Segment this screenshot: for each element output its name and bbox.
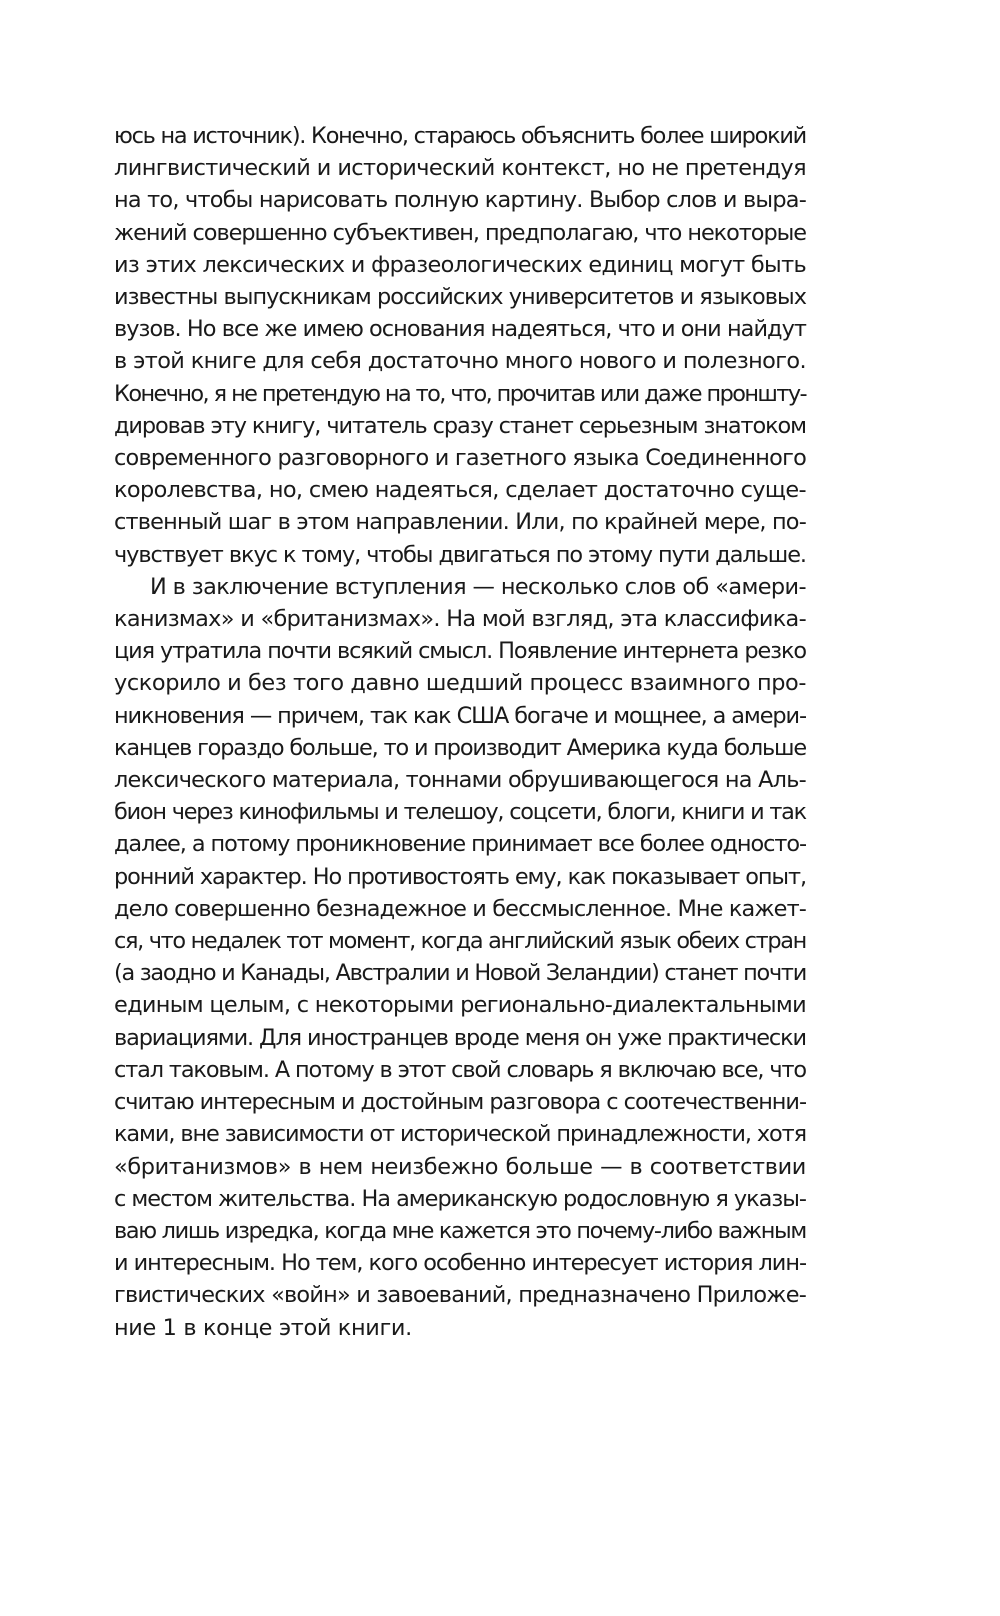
text-line: бион через кинофильмы и телешоу, соцсети, блоги, книги и так bbox=[114, 799, 806, 826]
text-line: современного разговорного и газетного языка Соединенного bbox=[114, 445, 806, 472]
text-line: ками, вне зависимости от исторической принадлежности, хотя bbox=[114, 1121, 806, 1148]
text-line: дировав эту книгу, читатель сразу станет серьезным знатоком bbox=[114, 412, 806, 439]
text-line: чувствует вкус к тому, чтобы двигаться по этому пути дальше. bbox=[114, 541, 806, 568]
text-line: И в заключение вступления — несколько слов об «амери- bbox=[150, 573, 806, 600]
text-line: из этих лексических и фразеологических единиц могут быть bbox=[114, 251, 806, 278]
paragraph-1 bbox=[114, 120, 806, 571]
text-line: далее, а потому проникновение принимает все более односто- bbox=[114, 831, 806, 858]
text-line: никновения — причем, так как США богаче и мощнее, а амери- bbox=[114, 702, 806, 729]
text-line: ронний характер. Но противостоять ему, как показывает опыт, bbox=[114, 863, 806, 890]
text-line: считаю интересным и достойным разговора с соотечественни- bbox=[114, 1089, 806, 1116]
text-line: известны выпускникам российских университетов и языковых bbox=[114, 284, 806, 311]
text-line: ние 1 в конце этой книги. bbox=[114, 1314, 412, 1341]
text-line: ся, что недалек тот момент, когда английский язык обеих стран bbox=[114, 928, 806, 955]
text-line: вариациями. Для иностранцев вроде меня он уже практически bbox=[114, 1024, 806, 1051]
text-line: ственный шаг в этом направлении. Или, по крайней мере, по- bbox=[114, 509, 806, 536]
text-line: юсь на источник). Конечно, стараюсь объяснить более широкий bbox=[114, 123, 806, 149]
text-line: лексического материала, тоннами обрушивающегося на Аль- bbox=[114, 767, 806, 794]
text-line: ваю лишь изредка, когда мне кажется это почему-либо важным bbox=[114, 1217, 806, 1244]
text-line: гвистических «войн» и завоеваний, предназначено Приложе- bbox=[114, 1282, 806, 1309]
text-line: единым целым, с некоторыми регионально-диалектальными bbox=[114, 992, 806, 1019]
text-line: «британизмов» в нем неизбежно больше — в соответствии bbox=[114, 1153, 806, 1180]
text-line: ция утратила почти всякий смысл. Появление интернета резко bbox=[114, 638, 806, 665]
text-line: дело совершенно безнадежное и бессмысленное. Мне кажет- bbox=[114, 895, 806, 922]
text-line: и интересным. Но тем, кого особенно интересует история лин- bbox=[114, 1250, 806, 1277]
document-page bbox=[114, 120, 806, 1344]
text-line: канцев гораздо больше, то и производит Америка куда больше bbox=[114, 734, 806, 761]
text-line: канизмах» и «британизмах». На мой взгляд, эта классифика- bbox=[114, 606, 806, 633]
text-line: на то, чтобы нарисовать полную картину. Выбор слов и выра- bbox=[114, 187, 806, 214]
text-line: вузов. Но все же имею основания надеяться, что и они найдут bbox=[114, 316, 806, 343]
text-line: стал таковым. А потому в этот свой словарь я включаю все, что bbox=[114, 1056, 806, 1083]
paragraph-2 bbox=[114, 571, 806, 1344]
text-line: лингвистический и исторический контекст, но не претендуя bbox=[114, 155, 806, 182]
text-line: с местом жительства. На американскую родословную я указы- bbox=[114, 1185, 806, 1212]
text-line: жений совершенно субъективен, предполагаю, что некоторые bbox=[114, 219, 806, 246]
text-line: в этой книге для себя достаточно много нового и полезного. bbox=[114, 348, 806, 375]
text-line: (а заодно и Канады, Австралии и Новой Зеландии) станет почти bbox=[114, 960, 806, 987]
text-line: ускорило и без того давно шедший процесс взаимного про- bbox=[114, 670, 806, 697]
text-line: королевства, но, смею надеяться, сделает достаточно суще- bbox=[114, 477, 806, 504]
text-line: Конечно, я не претендую на то, что, прочитав или даже проншту- bbox=[114, 380, 806, 407]
